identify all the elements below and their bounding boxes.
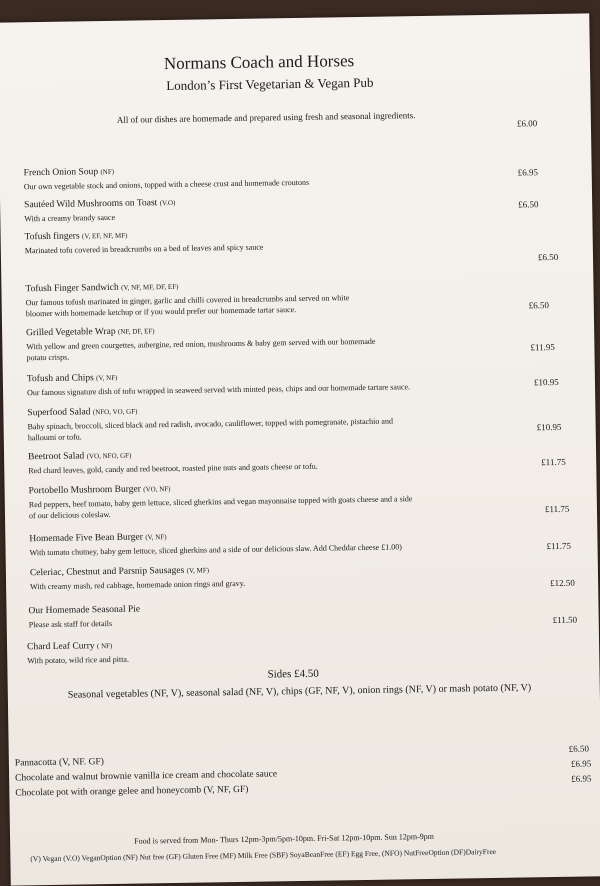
menu-sheet: [0, 13, 600, 885]
sides-list: Seasonal vegetables (NF, V), seasonal salad (NF, V), chips (GF, NF, V), onion rings (NF, V) or mash potato (NF, V): [67, 682, 532, 701]
dietary-legend: (V) Vegan (V.O) VeganOption (NF) Nut free (GF) Gluten Free (MF) Milk Free (SBF) SoyaBeanFree (EF) Egg Free, (NFO) NutFreeOption (DF)DairyFree: [30, 846, 497, 864]
item-description: potato crisps.: [26, 352, 70, 363]
pub-name: Normans Coach and Horses: [163, 51, 355, 74]
dessert-name: Chocolate and walnut brownie vanilla ice cream and chocolate sauce: [15, 769, 278, 784]
item-name: Homemade Five Bean Burger (V, NF): [29, 532, 167, 545]
item-price: £10.95: [533, 376, 559, 388]
item-description: With a creamy brandy sauce: [24, 212, 116, 224]
intro-text: All of our dishes are homemade and prepared using fresh and seasonal ingredients.: [116, 110, 416, 125]
item-description: Our own vegetable stock and onions, topped with a cheese crust and homemade croutons: [23, 177, 310, 192]
item-name: Tofush Finger Sandwich (V, NF, MF, DF, EF): [25, 282, 179, 295]
item-description: Baby spinach, broccoli, sliced black and red radish, avocado, cauliflower, topped with pomegranate, pistachio and: [27, 416, 393, 432]
item-price: £11.50: [552, 614, 578, 626]
item-name: Tofush and Chips (V, NF): [26, 373, 118, 385]
item-description: Please ask staff for details: [28, 618, 113, 630]
pub-tagline: London’s First Vegetarian & Vegan Pub: [166, 74, 374, 94]
item-description: With yellow and green courgettes, aubergine, red onion, mushrooms & baby gem served with our homemade: [26, 336, 376, 352]
item-description: Red peppers, beef tomato, baby gem lettuce, sliced gherkins and vegan mayonnaise topped with goats cheese and a side: [28, 494, 413, 510]
item-name: Tofush fingers (V, EF, NF, MF): [24, 231, 128, 243]
item-name: Our Homemade Seasonal Pie: [28, 604, 141, 617]
item-price: £6.50: [528, 300, 550, 311]
dessert-price: £6.95: [571, 773, 592, 784]
item-name: Portobello Mushroom Burger (VO, NF): [28, 484, 171, 497]
item-name: French Onion Soup (NF): [23, 167, 115, 179]
dessert-name: Chocolate pot with orange gelee and honeycomb (V, NF, GF): [15, 784, 249, 799]
item-price: £11.95: [530, 341, 555, 353]
item-name: Chard Leaf Curry ( NF): [26, 641, 113, 653]
dessert-price: £6.95: [570, 758, 592, 769]
item-name: Beetroot Salad (VO, NFO, GF): [28, 451, 132, 463]
dessert-price: £6.50: [568, 743, 590, 754]
item-price: £6.50: [518, 199, 539, 210]
item-name: Sautéed Wild Mushrooms on Toast (V.O): [24, 198, 176, 211]
item-price: £10.95: [536, 421, 562, 433]
item-description: Red chard leaves, gold, candy and red beetroot, roasted pine nuts and goats cheese or tofu.: [28, 461, 318, 476]
item-description: With tomato chutney, baby gem lettuce, sliced gherkins and a side of our delicious slaw. Add Cheddar cheese £1.00): [29, 542, 402, 558]
item-description: halloumi or tofu.: [27, 432, 82, 443]
item-price: £6.95: [517, 167, 539, 178]
sides-heading: Sides £4.50: [267, 667, 319, 681]
item-price: £11.75: [541, 456, 566, 468]
item-price: £11.75: [544, 503, 570, 515]
item-description: With potato, wild rice and pitta.: [27, 654, 129, 666]
item-name: Superfood Salad (NFO, VO, GF): [27, 407, 138, 419]
item-description: Our famous tofush marinated in ginger, garlic and chilli covered in breadcrumbs and served on white: [25, 293, 350, 308]
item-description: of our delicious coleslaw.: [28, 509, 111, 521]
item-description: bloomer with homemade ketchup or if you would prefer our homemade tartar sauce.: [25, 305, 297, 319]
item-price: £6.50: [537, 251, 559, 263]
item-name: Celeriac, Chestnut and Parsnip Sausages (V, MF): [29, 565, 210, 579]
item-price: £6.00: [516, 118, 538, 129]
item-name: Grilled Vegetable Wrap (NF, DF, EF): [26, 326, 155, 339]
item-price: £11.75: [546, 540, 572, 552]
item-description: Our famous signature dish of tofu wrapped in seaweed served with minted peas, chips and our homemade tartare sauce.: [27, 382, 411, 398]
item-description: With creamy mash, red cabbage, homemade onion rings and gravy.: [30, 578, 246, 592]
service-hours: Food is served from Mon- Thurs 12pm-3pm/5pm-10pm. Fri-Sat 12pm-10pm. Sun 12pm-9pm: [134, 831, 435, 846]
item-description: Marinated tofu covered in breadcrumbs on a bed of leaves and spicy sauce: [24, 242, 264, 256]
item-price: £12.50: [550, 577, 575, 589]
dessert-name: Pannacotta (V, NF. GF): [14, 757, 105, 769]
